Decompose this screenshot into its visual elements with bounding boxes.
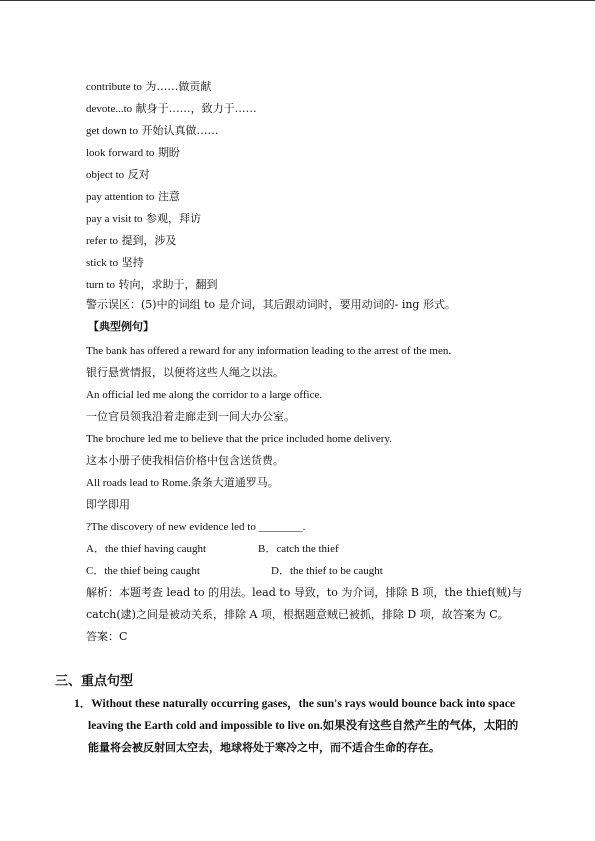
phrase-en: object to: [86, 169, 125, 181]
key-sentence-text: leaving the Earth cold and impossible to live on.如果没有这些自然产生的气体，太阳的: [88, 720, 519, 732]
key-sentence-number: 1．: [74, 698, 92, 710]
example-cn: 这本小册子使我相信价格中包含送货费。: [86, 454, 284, 467]
phrase-item: [86, 278, 218, 292]
phrase-en: turn to: [86, 279, 116, 291]
phrase-en: refer to: [86, 235, 119, 247]
phrase-en: pay a visit to: [86, 213, 143, 225]
phrase-cn: 反对: [127, 168, 150, 181]
key-sentence-line: [74, 697, 515, 711]
phrase-item: [86, 256, 144, 270]
option-b: B．catch the thief: [258, 543, 339, 555]
practice-question: ?The discovery of new evidence led to ________.: [86, 521, 306, 533]
phrase-cn: 开始认真做……: [141, 124, 219, 137]
examples-heading: 【典型例句】: [88, 320, 154, 333]
phrase-cn: 为……做贡献: [145, 80, 212, 93]
phrase-item: [86, 124, 218, 138]
page-top-rule: [0, 0, 595, 1]
analysis-text: catch(逮)之间是被动关系，排除 A 项，根据题意贼已被抓，排除 D 项，故答案为 C。: [86, 608, 509, 621]
example-en: The bank has offered a reward for any information leading to the arrest of the men.: [86, 345, 452, 357]
phrase-item: [86, 234, 177, 248]
phrase-en: pay attention to: [86, 191, 155, 203]
phrase-cn: 参观，拜访: [146, 212, 202, 225]
practice-heading: 即学即用: [86, 498, 130, 511]
example-en: An official led me along the corridor to a large office.: [86, 389, 323, 401]
example-cn: 条条大道通罗马。: [190, 476, 279, 489]
phrase-en: stick to: [86, 257, 119, 269]
phrase-en: contribute to: [86, 81, 142, 93]
phrase-cn: 转向，求助于，翻到: [118, 278, 218, 291]
option-a: A．the thief having caught: [86, 543, 207, 555]
option-c: C．the thief being caught: [86, 565, 200, 577]
phrase-item: [86, 146, 180, 160]
key-sentence-text: Without these naturally occurring gases，the sun's rays would bounce back into space: [91, 698, 515, 710]
example-cn: 银行悬赏情报，以便将这些人绳之以法。: [86, 366, 284, 379]
phrase-cn: 提到，涉及: [121, 234, 177, 247]
answer-text: 答案：C: [86, 630, 128, 643]
example-en: All roads lead to Rome.: [86, 477, 191, 489]
phrase-cn: 注意: [157, 190, 180, 203]
phrase-en: devote...to: [86, 103, 133, 115]
phrase-item: [86, 168, 150, 182]
option-d: D．the thief to be caught: [271, 565, 383, 577]
example-en: The brochure led me to believe that the price included home delivery.: [86, 433, 392, 445]
section-title: 三、重点句型: [55, 674, 134, 689]
phrase-item: [86, 102, 257, 116]
phrase-item: [86, 212, 201, 226]
key-sentence-text: 能量将会被反射回太空去，地球将处于寒冷之中，而不适合生命的存在。: [88, 741, 440, 754]
phrase-cn: 坚持: [121, 256, 144, 269]
phrase-en: look forward to: [86, 147, 155, 159]
phrase-cn: 期盼: [157, 146, 180, 159]
warning-note: 警示误区：(5)中的词组 to 是介词，其后跟动词时，要用动词的- ing 形式。: [86, 298, 456, 311]
analysis-text: 解析：本题考查 lead to 的用法。lead to 导致，to 为介词，排除 B 项，the thief(贼)与: [86, 586, 523, 599]
phrase-en: get down to: [86, 125, 138, 137]
phrase-item: [86, 190, 180, 204]
phrase-item: [86, 80, 211, 94]
phrase-cn: 献身于……，致力于……: [135, 102, 257, 115]
example-line: [86, 476, 279, 490]
example-cn: 一位官员领我沿着走廊走到一间大办公室。: [86, 410, 295, 423]
